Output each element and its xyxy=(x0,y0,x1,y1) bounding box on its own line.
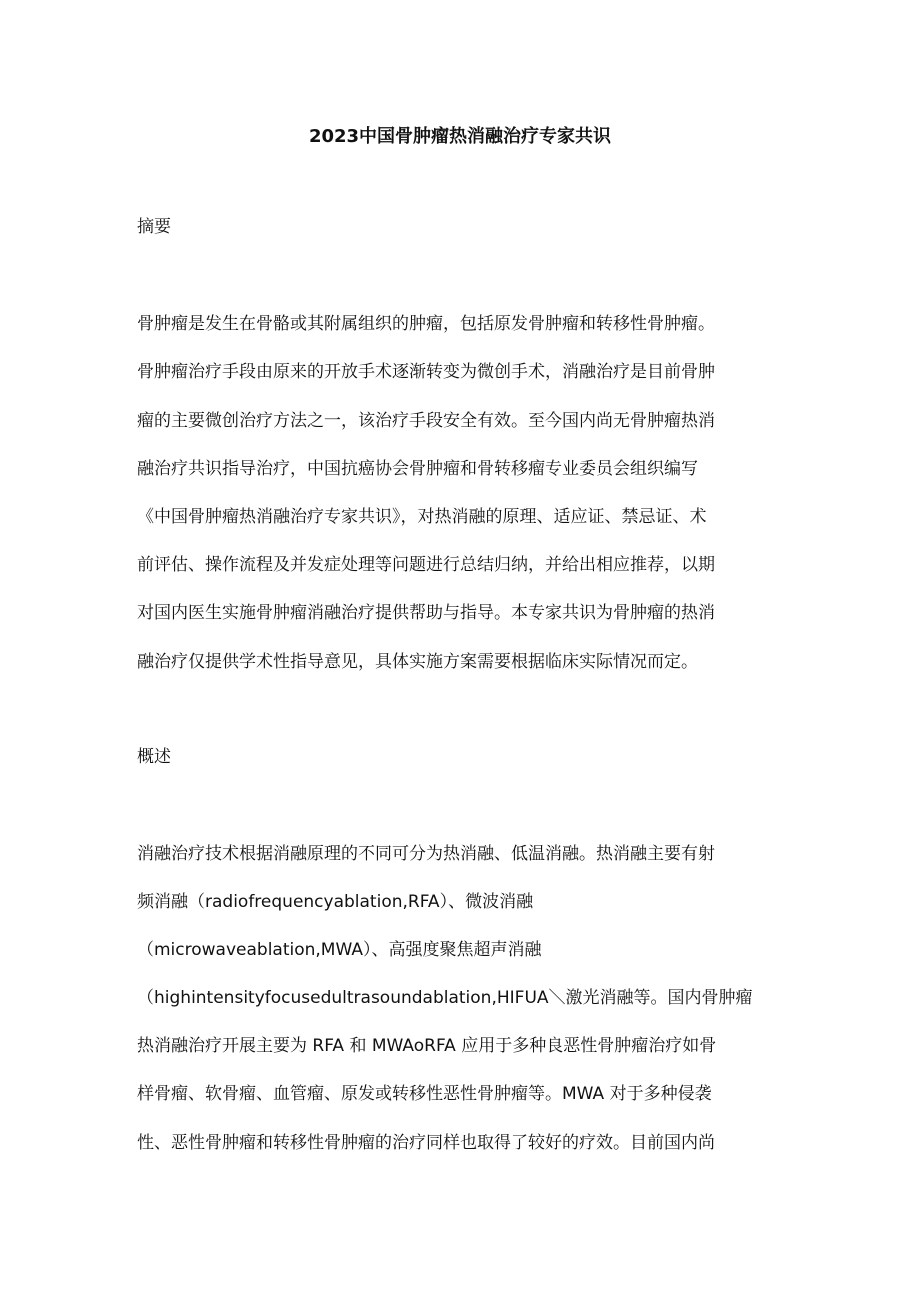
overview-line: 消融治疗技术根据消融原理的不同可分为热消融、低温消融。热消融主要有射 xyxy=(137,844,715,864)
abstract-line: 瘤的主要微创治疗方法之一，该治疗手段安全有效。至今国内尚无骨肿瘤热消 xyxy=(137,411,715,431)
abstract-line: 前评估、操作流程及并发症处理等问题进行总结归纳，并给出相应推荐，以期 xyxy=(137,555,715,575)
overview-line: 热消融治疗开展主要为 RFA 和 MWAoRFA 应用于多种良恶性骨肿瘤治疗如骨 xyxy=(137,1036,717,1056)
abstract-line: 融治疗仅提供学术性指导意见，具体实施方案需要根据临床实际情况而定。 xyxy=(137,652,698,672)
abstract-line: 融治疗共识指导治疗，中国抗癌协会骨肿瘤和骨转移瘤专业委员会组织编写 xyxy=(137,459,698,479)
abstract-line: 骨肿瘤治疗手段由原来的开放手术逐渐转变为微创手术，消融治疗是目前骨肿 xyxy=(137,362,715,382)
overview-line: （highintensityfocusedultrasoundablation,HIFUA＼激光消融等。国内骨肿瘤 xyxy=(137,988,753,1008)
abstract-line: 对国内医生实施骨肿瘤消融治疗提供帮助与指导。本专家共识为骨肿瘤的热消 xyxy=(137,603,715,623)
abstract-line: 骨肿瘤是发生在骨骼或其附属组织的肿瘤，包括原发骨肿瘤和转移性骨肿瘤。 xyxy=(137,314,715,334)
document-title: 2023中国骨肿瘤热消融治疗专家共识 xyxy=(308,126,612,147)
overview-line: 样骨瘤、软骨瘤、血管瘤、原发或转移性恶性骨肿瘤等。MWA 对于多种侵袭 xyxy=(137,1084,712,1104)
overview-line: （microwaveablation,MWA）、高强度聚焦超声消融 xyxy=(137,940,542,960)
overview-line: 性、恶性骨肿瘤和转移性骨肿瘤的治疗同样也取得了较好的疗效。目前国内尚 xyxy=(137,1133,715,1153)
abstract-line: 《中国骨肿瘤热消融治疗专家共识》，对热消融的原理、适应证、禁忌证、术 xyxy=(137,507,707,527)
overview-heading: 概述 xyxy=(137,747,171,767)
abstract-heading: 摘要 xyxy=(137,217,171,237)
overview-line: 频消融（radiofrequencyablation,RFA）、微波消融 xyxy=(137,892,534,912)
